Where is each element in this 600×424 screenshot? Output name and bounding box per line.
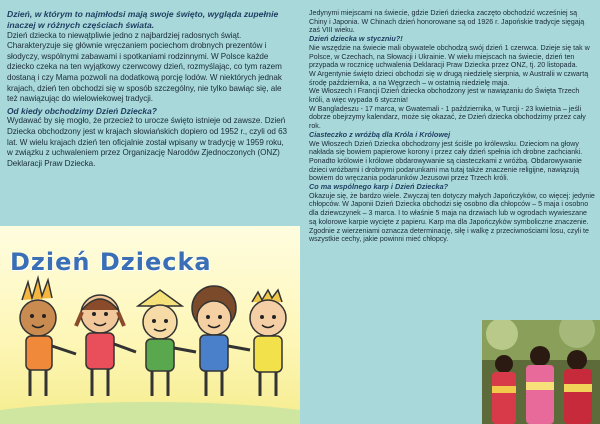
kimono-children-photo bbox=[482, 320, 600, 424]
paragraph-bangladesh: W Bangladeszu - 17 marca, w Gwatemali - 1 października, w Turcji - 23 kwietnia – jeśli dobrze obejrzymy kalendarz, może się okazać, że Dzień dziecka obchodzimy przez cały rok. bbox=[309, 104, 586, 131]
right-column bbox=[309, 9, 595, 244]
section-paragraph-since-when: Wydawać by się mogło, że przecież to urocze święto istnieje od zawsze. Dzień Dziecka obchodzony jest w krajach słowiańskich dopiero od 1952 r., czyli od 63 lat. W wielu krajach dzień ten oficjalnie został wpisany w tradycję w 1959 roku, w związku z uchwaleniem przez Organizację Narodów Zjednoczonych (ONZ) Deklaracji Praw Dziecka. bbox=[7, 116, 287, 168]
paragraph-china-japan: Jedynymi miejscami na świecie, gdzie Dzień dziecka zaczęto obchodzić wcześniej są Chiny i Japonia. W Chinach dzień honorowane są od 1926 r. Japońskie tradycje sięgają zaś VIII wieku. bbox=[309, 9, 585, 35]
children-illustration bbox=[0, 226, 300, 424]
paragraph-italy-royal: We Włoszech Dzień Dziecka obchodzony jest ściśle po królewsku. Dzieciom na głowy nakłada się bowiem papierowe korony i przez cały dzień spełnia ich drobne zachcianki. Ponadto królowie i królowe obdarowywanie są ciasteczkami z wróżbą. Obdarowywanie dzieci wróżbami i drobnymi podarunkami ma tutaj także znaczenie religijne, nawiązują bowiem do wręczania podarunków Jezusowi przez Trzech króli. bbox=[309, 139, 583, 183]
illustration-title: Dzień Dziecka bbox=[10, 248, 212, 276]
heading-fortune-cookie: Ciasteczko z wróżbą dla Króla i Królowej bbox=[309, 129, 451, 139]
paragraph-dates: Nie wszędzie na świecie mali obywatele obchodzą swój dzień 1 czerwca. Dzieje się tak w Polsce, w Czechach, na Słowacji i Ukrainie. W wielu miejscach na świecie, dzień ten przypada w rocznicę uchwalenia Deklaracji Praw Dziecka przez ONZ, tj. 20 listopada. bbox=[309, 43, 590, 70]
paragraph-carp: Okazuje się, że bardzo wiele. Zwyczaj ten dotyczy małych Japończyków, co więcej: jedynie chłopców. W Japonii Dzień Dziecka obchodzi się osobno dla chłopców – 5 maja i osobno dla dziewczynek – 3 marca. I to właśnie 5 maja na drzwiach lub w ogrodach wywieszane są kolorowe karpie wycięte z papieru. Karp ma dla Japończyków symboliczne znaczenie. Zgodnie z wierzeniami oznacza determinację, siłę i walkę z przeciwnościami losu, czyli te wszystkie cechy, jakie powinni mieć chłopcy. bbox=[309, 191, 595, 244]
paragraph-argentina: W Argentynie święto dzieci obchodzi się w drugą niedzielę sierpnia, w Australii w czwartą środę października, a na Węgrzech – w ostatnią niedzielę maja. bbox=[309, 69, 589, 87]
heading-carp: Co ma wspólnego karp i Dzień Dziecka? bbox=[309, 182, 449, 192]
heading-january: Dzień dziecka w styczniu?! bbox=[309, 34, 403, 44]
paragraph-italy-france: We Włoszech i Francji Dzień dziecka obchodzony jest w nawiązaniu do Święta Trzech króli, a więc wypada 6 stycznia! bbox=[309, 87, 580, 105]
section-heading-since-when: Od kiedy obchodzimy Dzień Dziecka? bbox=[7, 105, 157, 116]
lead-paragraph: Dzień, w którym to najmłodsi mają swoje święto, wygląda zupełnie inaczej w różnych częściach świata. bbox=[7, 9, 279, 30]
left-column bbox=[7, 9, 290, 169]
intro-paragraph: Dzień dziecka to niewątpliwie jedno z najbardziej radosnych świąt. Charakteryzuje się głównie wręczaniem pociechom drobnych prezentów i słodyczy, wspólnymi zabawami i spotkaniami rodzinnymi. W Polsce każde dziecko czeka na ten wyjątkowy czerwcowy dzień, rozmyślając, co tym razem dostaną i czy Mama pozwoli na dodatkową porcję lodów. W niektórych jednak krajach, dzień ten obchodzi się w sposób szczególny, nie tylko bawiąc się, ale też nawiązując do wielowiekowej tradycji. bbox=[7, 30, 282, 104]
